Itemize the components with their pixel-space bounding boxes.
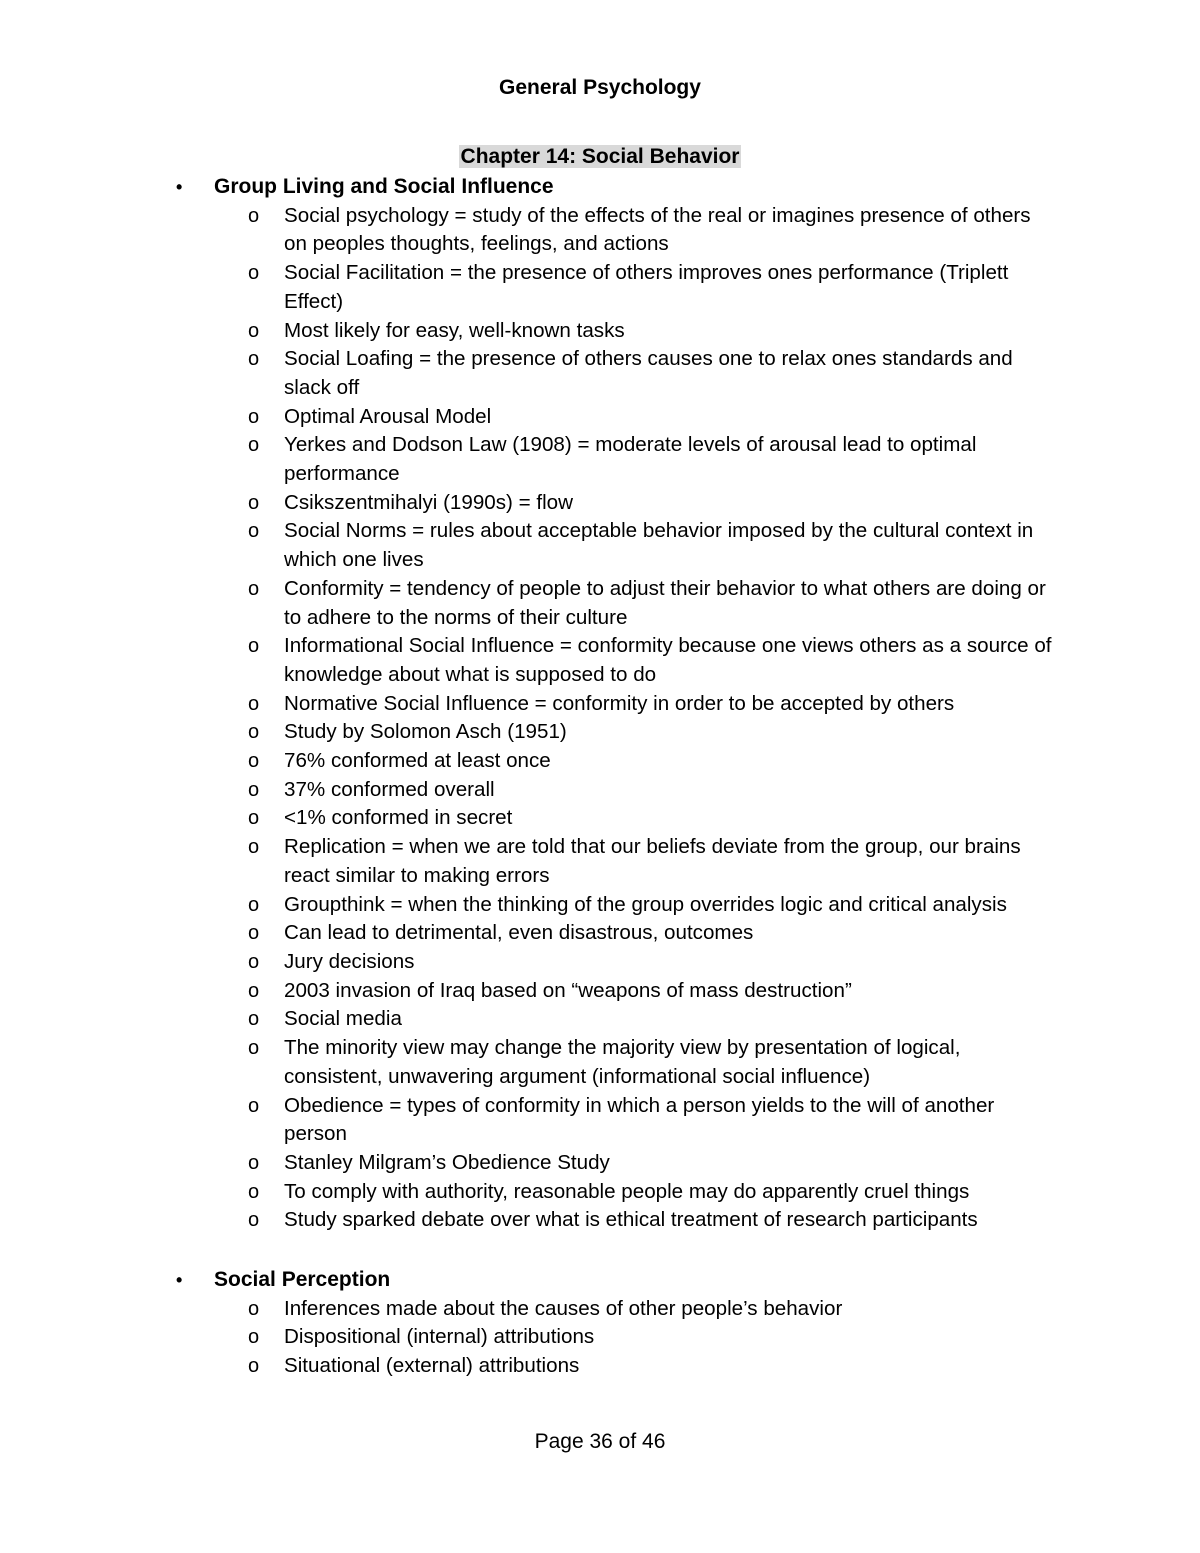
list-item — [0, 977, 1054, 1006]
circle-bullet-icon: o — [248, 1151, 260, 1174]
list-item-text: 37% conformed overall — [284, 777, 495, 801]
page-number: Page 36 of 46 — [534, 1430, 666, 1453]
circle-bullet-icon: o — [248, 721, 260, 744]
circle-bullet-icon: o — [248, 1037, 260, 1060]
list-item — [0, 776, 1054, 805]
bullet-icon: • — [176, 1270, 183, 1290]
list-item — [0, 919, 1054, 948]
circle-bullet-icon: o — [248, 1209, 260, 1232]
section-social-perception — [0, 1266, 1200, 1381]
list-item-text: Social psychology = study of the effects of the real or imagines presence of others on peoples thoughts, feelings, and actions — [284, 203, 1031, 256]
list-item-text: Obedience = types of conformity in which a person yields to the will of another person — [284, 1093, 995, 1146]
list-item — [0, 259, 1054, 316]
circle-bullet-icon: o — [248, 922, 260, 945]
list-item — [0, 1352, 1054, 1381]
circle-bullet-icon: o — [248, 204, 260, 227]
sub-list — [0, 202, 1200, 1235]
list-item-text: Informational Social Influence = conformity because one views others as a source of knowledge about what is supposed to do — [284, 634, 1052, 686]
circle-bullet-icon: o — [248, 577, 260, 600]
list-item — [0, 575, 1054, 632]
list-item — [0, 718, 1054, 747]
circle-bullet-icon: o — [248, 692, 260, 715]
list-item-text: Jury decisions — [284, 949, 415, 973]
list-item — [0, 1149, 1054, 1178]
circle-bullet-icon: o — [248, 1297, 260, 1320]
list-item-text: Dispositional (internal) attributions — [284, 1325, 595, 1349]
list-item-text: Optimal Arousal Model — [284, 404, 492, 428]
list-item — [0, 1178, 1054, 1207]
circle-bullet-icon: o — [248, 1326, 260, 1349]
section-group-living — [0, 173, 1200, 1235]
sub-list — [0, 1295, 1200, 1381]
circle-bullet-icon: o — [248, 1094, 260, 1117]
list-item-text: Social Loafing = the presence of others causes one to relax ones standards and slack off — [284, 347, 1013, 399]
list-item — [0, 747, 1054, 776]
list-item-text: Most likely for easy, well-known tasks — [284, 318, 625, 342]
list-item — [0, 317, 1054, 346]
circle-bullet-icon: o — [248, 778, 260, 801]
circle-bullet-icon: o — [248, 319, 260, 342]
list-item — [0, 345, 1054, 402]
list-item-text: <1% conformed in secret — [284, 806, 513, 830]
circle-bullet-icon: o — [248, 348, 260, 371]
list-item-text: Stanley Milgram’s Obedience Study — [284, 1150, 610, 1174]
circle-bullet-icon: o — [248, 750, 260, 773]
chapter-title — [0, 143, 1200, 170]
list-item — [0, 202, 1054, 259]
circle-bullet-icon: o — [248, 893, 260, 916]
list-item-text: Replication = when we are told that our beliefs deviate from the group, our brains react similar to making errors — [284, 835, 1021, 887]
list-item-text: Social Facilitation = the presence of others improves ones performance (Triplett Effect) — [284, 261, 1009, 313]
list-item-text: The minority view may change the majority view by presentation of logical, consistent, unwavering argument (informational social influence) — [284, 1036, 961, 1088]
list-item — [0, 891, 1054, 920]
circle-bullet-icon: o — [248, 836, 260, 859]
list-item — [0, 948, 1054, 977]
list-item-text: Social media — [284, 1007, 402, 1031]
list-item-text: Situational (external) attributions — [284, 1354, 580, 1378]
list-item-text: Conformity = tendency of people to adjust their behavior to what others are doing or to adhere to the norms of their culture — [284, 576, 1046, 629]
section-heading-text: Group Living and Social Influence — [214, 175, 554, 198]
list-item — [0, 804, 1054, 833]
list-item-text: Study sparked debate over what is ethical treatment of research participants — [284, 1208, 978, 1232]
list-item-text: Study by Solomon Asch (1951) — [284, 720, 567, 744]
document-header: General Psychology — [499, 76, 701, 99]
list-item — [0, 1034, 1054, 1091]
circle-bullet-icon: o — [248, 262, 260, 285]
list-item — [0, 1323, 1054, 1352]
circle-bullet-icon: o — [248, 807, 260, 830]
list-item — [0, 403, 1054, 432]
list-item — [0, 489, 1054, 518]
list-item — [0, 1005, 1054, 1034]
section-heading — [0, 1266, 1200, 1295]
list-item-text: Can lead to detrimental, even disastrous, outcomes — [284, 921, 754, 945]
list-item — [0, 690, 1054, 719]
list-item — [0, 431, 1054, 488]
section-heading — [0, 173, 1200, 202]
list-item — [0, 1295, 1054, 1324]
list-item-text: To comply with authority, reasonable people may do apparently cruel things — [284, 1179, 970, 1203]
list-item — [0, 1092, 1054, 1149]
circle-bullet-icon: o — [248, 1180, 260, 1203]
list-item — [0, 632, 1054, 689]
circle-bullet-icon: o — [248, 491, 260, 514]
circle-bullet-icon: o — [248, 1355, 260, 1378]
circle-bullet-icon: o — [248, 434, 260, 457]
circle-bullet-icon: o — [248, 520, 260, 543]
circle-bullet-icon: o — [248, 1008, 260, 1031]
bullet-icon: • — [176, 177, 183, 197]
chapter-title-text: Chapter 14: Social Behavior — [460, 145, 740, 168]
section-heading-text: Social Perception — [214, 1268, 391, 1291]
list-item-text: Social Norms = rules about acceptable behavior imposed by the cultural context in which one lives — [284, 519, 1034, 572]
list-item-text: Yerkes and Dodson Law (1908) = moderate levels of arousal lead to optimal performance — [284, 433, 977, 486]
circle-bullet-icon: o — [248, 950, 260, 973]
circle-bullet-icon: o — [248, 405, 260, 428]
list-item-text: Csikszentmihalyi (1990s) = flow — [284, 490, 573, 514]
list-item — [0, 833, 1054, 890]
circle-bullet-icon: o — [248, 979, 260, 1002]
list-item-text: Inferences made about the causes of other people’s behavior — [284, 1296, 843, 1320]
list-item-text: 2003 invasion of Iraq based on “weapons of mass destruction” — [284, 978, 852, 1002]
circle-bullet-icon: o — [248, 635, 260, 658]
list-item-text: 76% conformed at least once — [284, 749, 551, 773]
list-item-text: Normative Social Influence = conformity in order to be accepted by others — [284, 691, 955, 715]
list-item-text: Groupthink = when the thinking of the group overrides logic and critical analysis — [284, 892, 1007, 916]
list-item — [0, 1206, 1054, 1235]
list-item — [0, 517, 1054, 574]
